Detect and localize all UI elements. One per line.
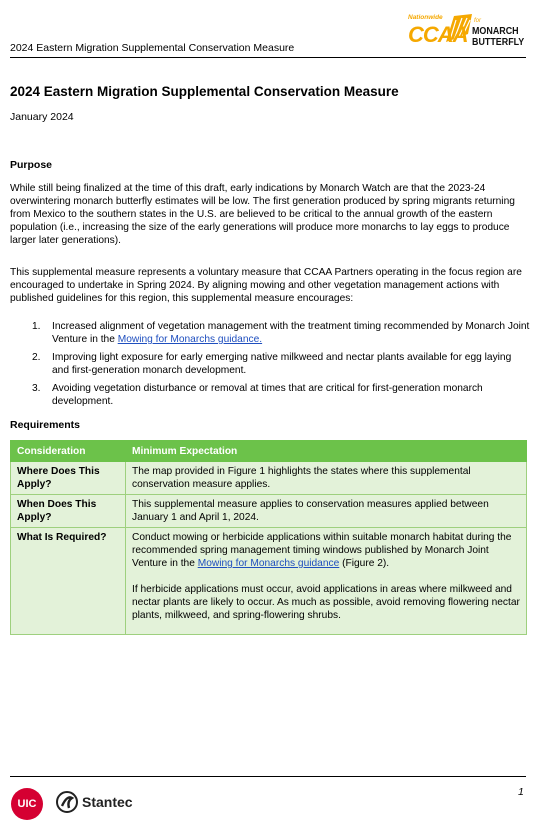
- list-text: Avoiding vegetation disturbance or removal at times that are critical for first-generation monarch development.: [52, 383, 483, 407]
- purpose-paragraph-2: This supplemental measure represents a voluntary measure that CCAA Partners operating in the focus region are encouraged to undertake in Spring 2024. By aligning mowing and other vegetation management actions with published guidelines for this region, this supplemental measure encourages:: [10, 267, 522, 304]
- list-number: 1.: [32, 321, 41, 332]
- list-item: [10, 320, 530, 346]
- stantec-mark-icon: [56, 791, 78, 813]
- row-label: What Is Required?: [11, 528, 126, 635]
- row-text: [126, 528, 527, 635]
- page-number: 1: [518, 786, 524, 798]
- list-text: Increased alignment of vegetation management with the treatment timing recommended by Monarch Joint Venture in the: [52, 321, 530, 345]
- requirements-heading: Requirements: [10, 419, 81, 431]
- logo-monarch-text: [472, 26, 524, 48]
- table-header-row: [11, 441, 527, 462]
- logo-line-2: BUTTERFLY: [472, 36, 525, 48]
- list-item: [10, 382, 530, 408]
- header-divider: [10, 57, 526, 58]
- required-text-after: (Figure 2).: [339, 558, 390, 569]
- purpose-heading: Purpose: [10, 159, 53, 171]
- document-date: January 2024: [10, 111, 74, 123]
- logo-ccaa-text: CCAA: [408, 22, 468, 47]
- list-number: 2.: [32, 352, 41, 363]
- header-consideration: Consideration: [11, 441, 126, 462]
- requirements-table: [10, 440, 527, 635]
- table-row: [11, 462, 527, 495]
- header-minimum-expectation: Minimum Expectation: [126, 441, 527, 462]
- logo-for-text: for: [474, 18, 482, 24]
- required-paragraph-2: If herbicide applications must occur, avoid applications in areas where milkweed and nectar plants are likely to occur. As much as possible, avoid removing flowering nectar plants, milkweed, and spring-flowering shrubs.: [132, 584, 520, 621]
- list-text: Improving light exposure for early emerging native milkweed and nectar plants available for egg laying and first-generation monarch development.: [52, 352, 512, 376]
- document-title: 2024 Eastern Migration Supplemental Conservation Measure: [10, 84, 399, 99]
- table-row: [11, 528, 527, 635]
- row-label: Where Does This Apply?: [11, 462, 126, 495]
- ccaa-monarch-logo: [408, 10, 526, 56]
- measures-list: [10, 320, 530, 413]
- table-row: [11, 495, 527, 528]
- mowing-guidance-table-link[interactable]: Mowing for Monarchs guidance: [197, 558, 340, 569]
- purpose-paragraph-1: While still being finalized at the time of this draft, early indications by Monarch Watch are that the 2023-24 overwintering monarch butterfly estimates will be low. The first generation produced by spring migrants returning from Mexico to the southern states in the U.S. are believed to be critical to the annual growth of the eastern population (i.e., increasing the size of the early generations will produce more monarchs to lay eggs to produce larger later generations).: [10, 183, 515, 246]
- row-text: This supplemental measure applies to conservation measures applied between January 1 and April 1, 2024.: [126, 495, 527, 528]
- uic-logo: UIC: [11, 788, 43, 820]
- row-text: The map provided in Figure 1 highlights the states where this supplemental conservation measure applies.: [126, 462, 527, 495]
- mowing-guidance-link[interactable]: Mowing for Monarchs guidance.: [117, 334, 263, 345]
- row-label: When Does This Apply?: [11, 495, 126, 528]
- logo-line-1: MONARCH: [472, 25, 519, 37]
- running-title: 2024 Eastern Migration Supplemental Conservation Measure: [10, 42, 295, 54]
- required-paragraph-1: [132, 531, 520, 570]
- stantec-wordmark: Stantec: [82, 794, 133, 810]
- required-text: Conduct mowing or herbicide applications within suitable monarch habitat during the recommended spring management timing windows published by Monarch Joint Venture in the: [132, 532, 512, 569]
- list-item: [10, 351, 530, 377]
- logo-small-text: Nationwide: [408, 14, 443, 21]
- list-number: 3.: [32, 383, 41, 394]
- footer-divider: [10, 776, 526, 777]
